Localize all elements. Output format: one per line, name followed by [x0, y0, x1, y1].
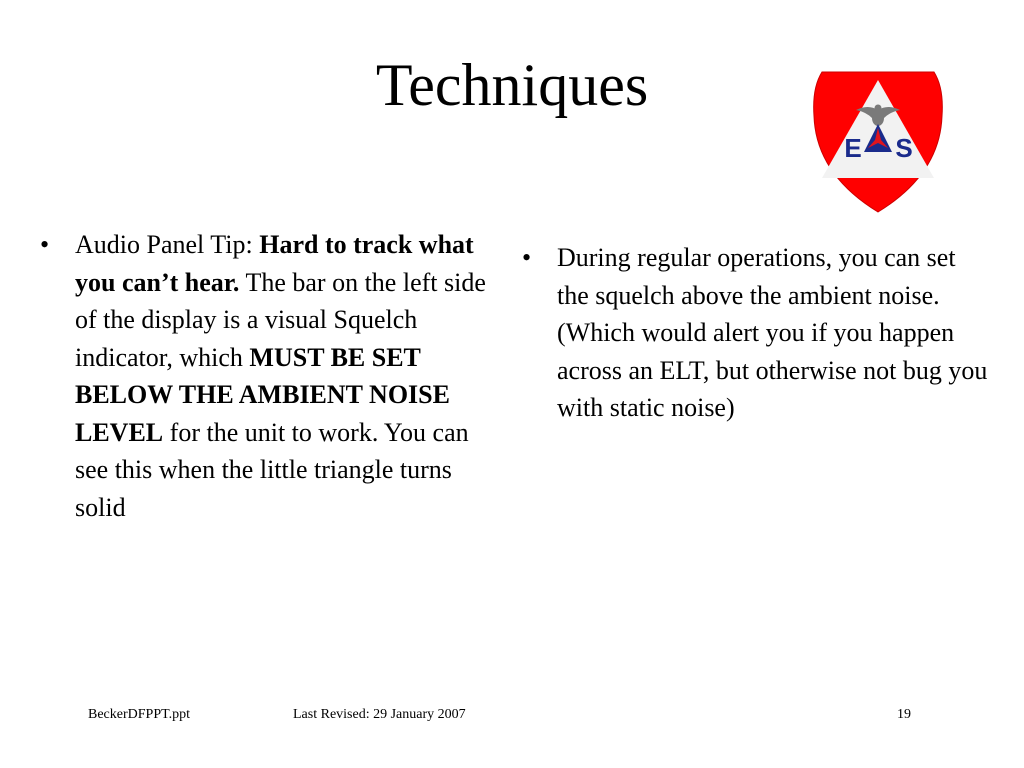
tip-emphasis: Hard to track what you can’t hear. [75, 230, 474, 297]
tip-lead: Audio Panel Tip: [75, 230, 260, 259]
es-shield-logo [808, 66, 948, 214]
bullet-item-audio-panel-tip [40, 226, 500, 526]
footer-revised-date: Last Revised: 29 January 2007 [293, 707, 466, 722]
bullet-item-regular-operations [522, 239, 992, 427]
bullet-marker: • [522, 243, 532, 272]
logo-letter-e: E [844, 133, 862, 163]
tip-ending: for the unit to work. You can see this when the little triangle turns solid [75, 417, 469, 522]
bullet-marker: • [40, 230, 50, 259]
footer-page-number: 19 [897, 707, 911, 722]
tip-warning: MUST BE SET BELOW THE AMBIENT NOISE LEVEL [75, 342, 450, 447]
left-column [40, 226, 500, 526]
slide-title: Techniques [375, 52, 649, 118]
right-column [522, 239, 992, 427]
bullet-text [75, 226, 500, 526]
footer-filename: BeckerDFPPT.ppt [88, 707, 191, 722]
tip-body: The bar on the left side of the display is a visual Squelch indicator, which [75, 267, 486, 372]
logo-letter-s: S [895, 133, 913, 163]
bullet-text: During regular operations, you can set the squelch above the ambient noise. (Which would alert you if you happen across an ELT, but otherwise not bug you with static noise) [557, 243, 988, 422]
